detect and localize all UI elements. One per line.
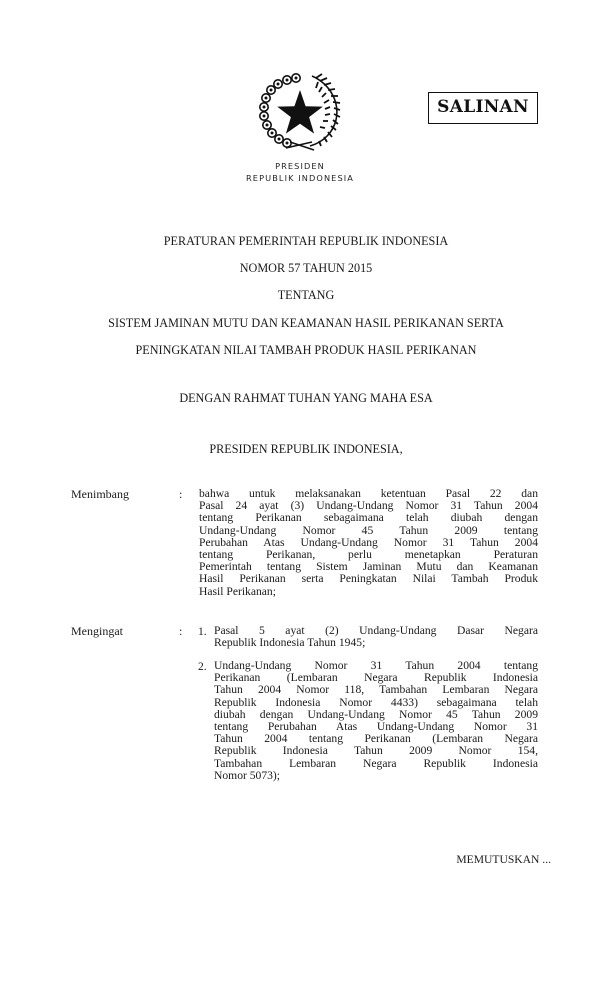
regulation-subject-line2: PENINGKATAN NILAI TAMBAH PRODUK HASIL PERIKANAN <box>135 343 477 357</box>
regulation-subject-line1: SISTEM JAMINAN MUTU DAN KEAMANAN HASIL PERIKANAN SERTA <box>108 316 504 330</box>
menimbang-line: Pemerintah tentang Sistem Jaminan Mutu dan Keamanan <box>199 560 538 574</box>
mengingat-item-line: Pasal 5 ayat (2) Undang-Undang Dasar Negara <box>214 624 538 637</box>
mengingat-item-line: Tahun 2004 tentang Perikanan (Lembaran Negara <box>214 732 538 746</box>
mengingat-item-line: tentang Perubahan Atas Undang-Undang Nomor 31 <box>214 719 538 733</box>
mengingat-item-line: Tambahan Lembaran Negara Republik Indonesia <box>214 756 538 770</box>
menimbang-label: Menimbang <box>71 487 129 501</box>
menimbang-line: Undang-Undang Nomor 45 Tahun 2009 tentang <box>199 523 538 537</box>
menimbang-line: Pasal 24 ayat (3) Undang-Undang Nomor 31 Tahun 2004 <box>199 499 538 513</box>
mengingat-item-1 <box>214 625 538 649</box>
menimbang-line: Hasil Perikanan serta Peningkatan Nilai Tambah Produk <box>199 572 538 586</box>
mengingat-item-line: Tahun 2004 Nomor 118, Tambahan Lembaran Negara <box>214 683 538 697</box>
menimbang-paragraph <box>199 488 538 598</box>
menimbang-line: tentang Perikanan, perlu menetapkan Peraturan <box>199 547 538 561</box>
salinan-stamp: SALINAN <box>428 92 538 124</box>
president-heading: PRESIDEN REPUBLIK INDONESIA, <box>209 442 403 456</box>
menimbang-line: Hasil Perikanan; <box>199 584 276 598</box>
presidential-emblem-icon <box>256 70 344 154</box>
mengingat-item-number: 2. <box>198 660 207 673</box>
regulation-type-title: PERATURAN PEMERINTAH REPUBLIK INDONESIA <box>163 234 449 248</box>
mengingat-item-number: 1. <box>198 625 207 638</box>
mengingat-item-line: diubah dengan Undang-Undang Nomor 45 Tahun 2009 <box>214 707 538 721</box>
menimbang-colon: : <box>179 487 183 501</box>
menimbang-line: bahwa untuk melaksanakan ketentuan Pasal 22 dan <box>199 487 538 500</box>
mengingat-label: Mengingat <box>71 624 123 638</box>
tentang-heading: TENTANG <box>277 288 335 302</box>
menimbang-line: Perubahan Atas Undang-Undang Nomor 31 Tahun 2004 <box>199 535 538 549</box>
continuation-marker: MEMUTUSKAN ... <box>456 853 551 866</box>
mengingat-item-line: Republik Indonesia Tahun 1945; <box>214 636 366 650</box>
regulation-number: NOMOR 57 TAHUN 2015 <box>239 261 373 275</box>
mengingat-item-line: Republik Indonesia Nomor 4433) sebagaimana telah <box>214 695 538 709</box>
mengingat-colon: : <box>179 624 183 638</box>
mengingat-item-line: Nomor 5073); <box>214 768 281 782</box>
mengingat-item-2 <box>214 660 538 782</box>
mengingat-item-line: Undang-Undang Nomor 31 Tahun 2004 tentang <box>214 659 538 672</box>
mengingat-item-line: Republik Indonesia Tahun 2009 Nomor 154, <box>214 744 538 758</box>
menimbang-line: tentang Perikanan sebagaimana telah diubah dengan <box>199 511 538 525</box>
invocation-line: DENGAN RAHMAT TUHAN YANG MAHA ESA <box>179 391 433 405</box>
emblem-caption-republik-indonesia: REPUBLIK INDONESIA <box>246 173 354 183</box>
emblem-caption-presiden: PRESIDEN <box>275 161 325 171</box>
mengingat-item-line: Perikanan (Lembaran Negara Republik Indonesia <box>214 671 538 685</box>
